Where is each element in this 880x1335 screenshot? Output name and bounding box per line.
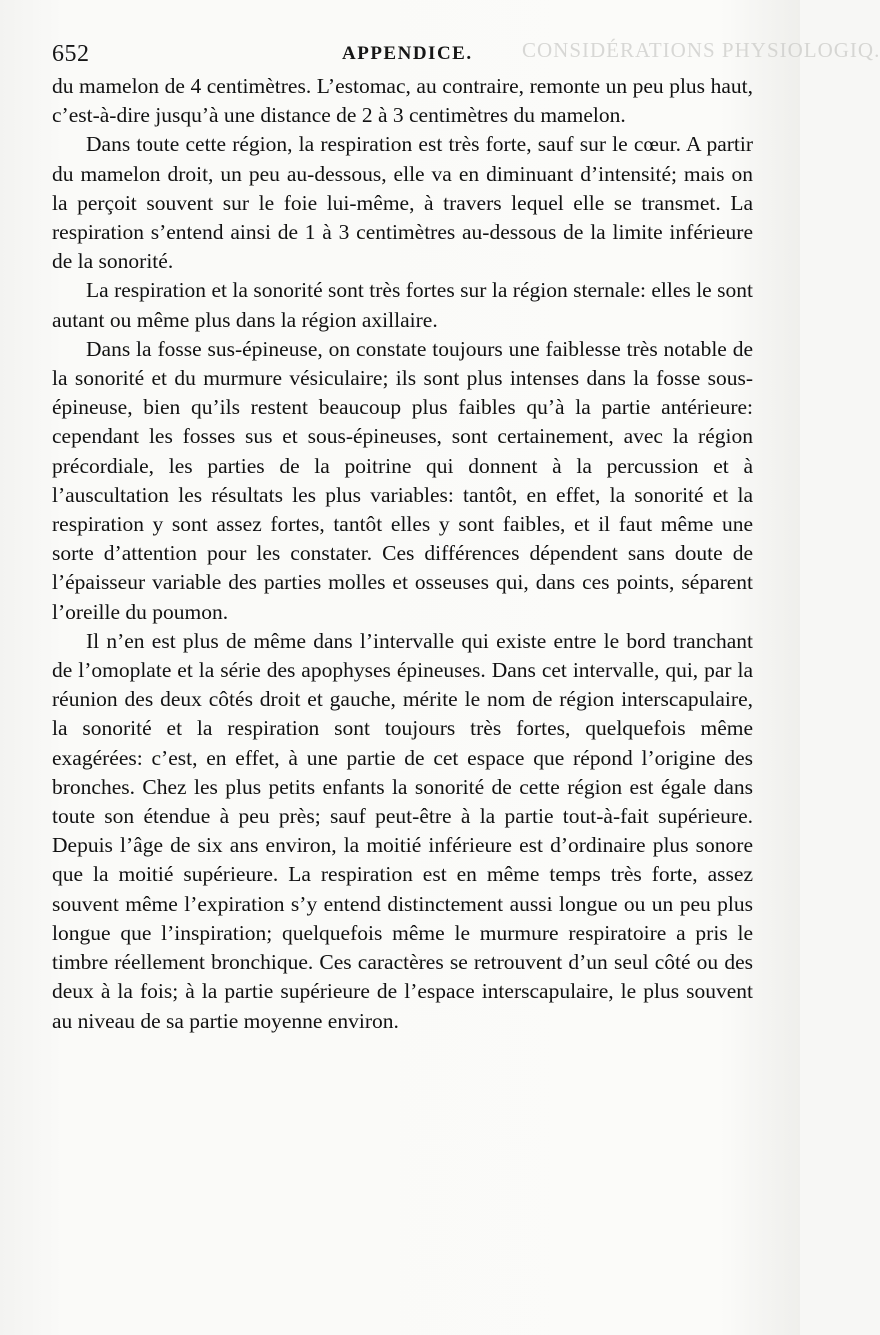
body-text (52, 72, 753, 1036)
page-header (52, 38, 880, 72)
paragraph-3: La respiration et la sonorité sont très fortes sur la région sternale: elles le sont autant ou même plus dans la région axillaire. (52, 278, 753, 332)
bleed-through-text: CONSIDÉRATIONS PHYSIOLOGIQ. (522, 38, 880, 62)
paragraph-4: Dans la fosse sus-épineuse, on constate toujours une faiblesse très notable de la sonorité et du murmure vésiculaire; ils sont plus intenses dans la fosse sous-épineuse, bien qu’ils restent beaucoup plus faibles qu’à la partie antérieure: cependant les fosses sus et sous-épineuses, sont certainement, avec la région précordiale, les parties de la poitrine qui donnent à la percussion et à l’auscultation les résultats les plus variables: tantôt, en effet, la sonorité et la respiration y sont assez fortes, tantôt elles y sont faibles, et il faut même une sorte d’attention pour les constater. Ces différences dépendent sans doute de l’épaisseur variable des parties molles et osseuses qui, dans ces points, séparent l’oreille du poumon. (52, 336, 753, 624)
paragraph-1: du mamelon de 4 centimètres. L’estomac, au contraire, remonte un peu plus haut, c’est-à-dire jusqu’à une distance de 2 à 3 centimètres du mamelon. (52, 74, 753, 128)
paragraph-5: Il n’en est plus de même dans l’intervalle qui existe entre le bord tranchant de l’omoplate et la série des apophyses épineuses. Dans cet intervalle, qui, par la réunion des deux côtés droit et gauche, mérite le nom de région interscapulaire, la sonorité et la respiration sont toujours très fortes, quelquefois même exagérées: c’est, en effet, à une partie de cet espace que répond l’origine des bronches. Chez les plus petits enfants la sonorité de cette région est égale dans toute son étendue à peu près; sauf peut-être à la partie tout-à-fait supérieure. Depuis l’âge de six ans environ, la moitié inférieure est d’ordinaire plus sonore que la moitié supérieure. La respiration est en même temps très forte, assez souvent même l’expiration s’y entend distinctement aussi longue ou un peu plus longue que l’inspiration; quelquefois même le murmure respiratoire a pris le timbre réellement bronchique. Ces caractères se retrouvent d’un seul côté ou des deux à la fois; à la partie supérieure de l’espace interscapulaire, le plus souvent au niveau de sa partie moyenne environ. (52, 628, 753, 1033)
paragraph-2: Dans toute cette région, la respiration est très forte, sauf sur le cœur. A partir du mamelon droit, un peu au-dessous, elle va en diminuant d’intensité; mais on la perçoit souvent sur le foie lui-même, à travers lequel elle se transmet. La respiration s’entend ainsi de 1 à 3 centimètres au-dessous de la limite inférieure de la sonorité. (52, 132, 753, 274)
running-head: APPENDICE. (342, 43, 473, 64)
page-number: 652 (52, 41, 90, 67)
